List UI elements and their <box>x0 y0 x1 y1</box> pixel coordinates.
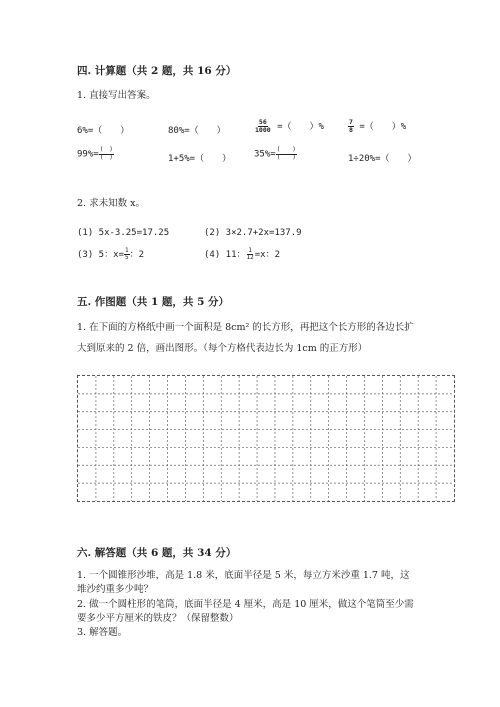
calc-1-plus-5-percent: 1+5%=（ ） <box>168 154 232 164</box>
calc-tail: =（ ）% <box>277 122 324 132</box>
equation-lead: (4) 11： <box>204 250 246 260</box>
calc-lead: 99%= <box>77 149 99 160</box>
problem-2-line-1: 2. 做一个圆柱形的笔筒，底面半径是 4 厘米，高是 10 厘米，做这个笔筒至少需 <box>77 599 414 610</box>
square-grid-paper[interactable] <box>77 375 455 502</box>
grid-lines <box>78 376 454 501</box>
calc-7-over-8 <box>348 119 406 134</box>
section-6-title: 六. 解答题（共 6 题，共 34 分） <box>77 547 237 559</box>
section-5-title: 五. 作图题（共 1 题，共 5 分） <box>77 296 230 308</box>
fraction-denominator: 1000 <box>255 126 271 134</box>
equation-tail: =x：2 <box>254 250 281 260</box>
drawing-instructions-line-2: 大到原来的 2 倍，画出图形。（每个方格代表边长为 1cm 的正方形） <box>77 343 368 354</box>
calc-99-percent <box>77 147 114 161</box>
fraction-numerator: 1 <box>124 246 129 254</box>
calc-80-percent: 80%=（ ） <box>168 126 226 136</box>
calc-1-div-20-percent: 1÷20%=（ ） <box>348 154 417 164</box>
fraction-denominator: ( ) <box>99 153 113 161</box>
section-4-title: 四. 计算题（共 2 题，共 16 分） <box>77 65 237 77</box>
fraction-numerator: 1 <box>248 246 252 254</box>
problem-2-line-2: 要多少平方厘米的铁皮？（保留整数） <box>77 613 239 624</box>
fraction-numerator: 56 <box>258 118 267 126</box>
problem-1-line-1: 1. 一个圆锥形沙堆，高是 1.8 米，底面半径是 5 米，每立方米沙重 1.7 吨，这 <box>77 570 410 581</box>
fraction-numerator: ( ) <box>99 146 113 153</box>
equation-2: (2) 3×2.7+2x=137.9 <box>204 228 302 238</box>
equation-3 <box>77 247 144 262</box>
fraction-denominator: 8 <box>349 126 353 134</box>
equation-4 <box>204 247 280 262</box>
fraction-numerator: ( ) <box>276 146 296 153</box>
fraction-numerator: 7 <box>349 118 353 126</box>
drawing-instructions-line-1: 1. 在下面的方格纸中画一个面积是 8cm² 的长方形，再把这个长方形的各边长扩 <box>77 322 414 333</box>
fraction-denominator: 5 <box>124 254 129 261</box>
calc-56-over-1000 <box>254 119 324 134</box>
calc-lead: 35%= <box>254 149 276 160</box>
equation-tail: ：2 <box>129 250 144 260</box>
question-2-prompt: 2. 求未知数 x。 <box>77 198 145 209</box>
calc-tail: =（ ）% <box>359 122 407 132</box>
calc-6-percent: 6%=（ ） <box>77 126 130 136</box>
problem-3: 3. 解答题。 <box>77 627 128 638</box>
fraction-denominator: ( ) <box>276 153 296 161</box>
equation-lead: (3) 5：x= <box>77 250 124 260</box>
problem-1-line-2: 堆沙约重多少吨？ <box>77 584 154 595</box>
calc-35-percent <box>254 147 297 161</box>
fraction-denominator: 12 <box>246 254 254 261</box>
equation-1: (1) 5x-3.25=17.25 <box>77 228 170 238</box>
question-1-prompt: 1. 直接写出答案。 <box>77 90 156 101</box>
